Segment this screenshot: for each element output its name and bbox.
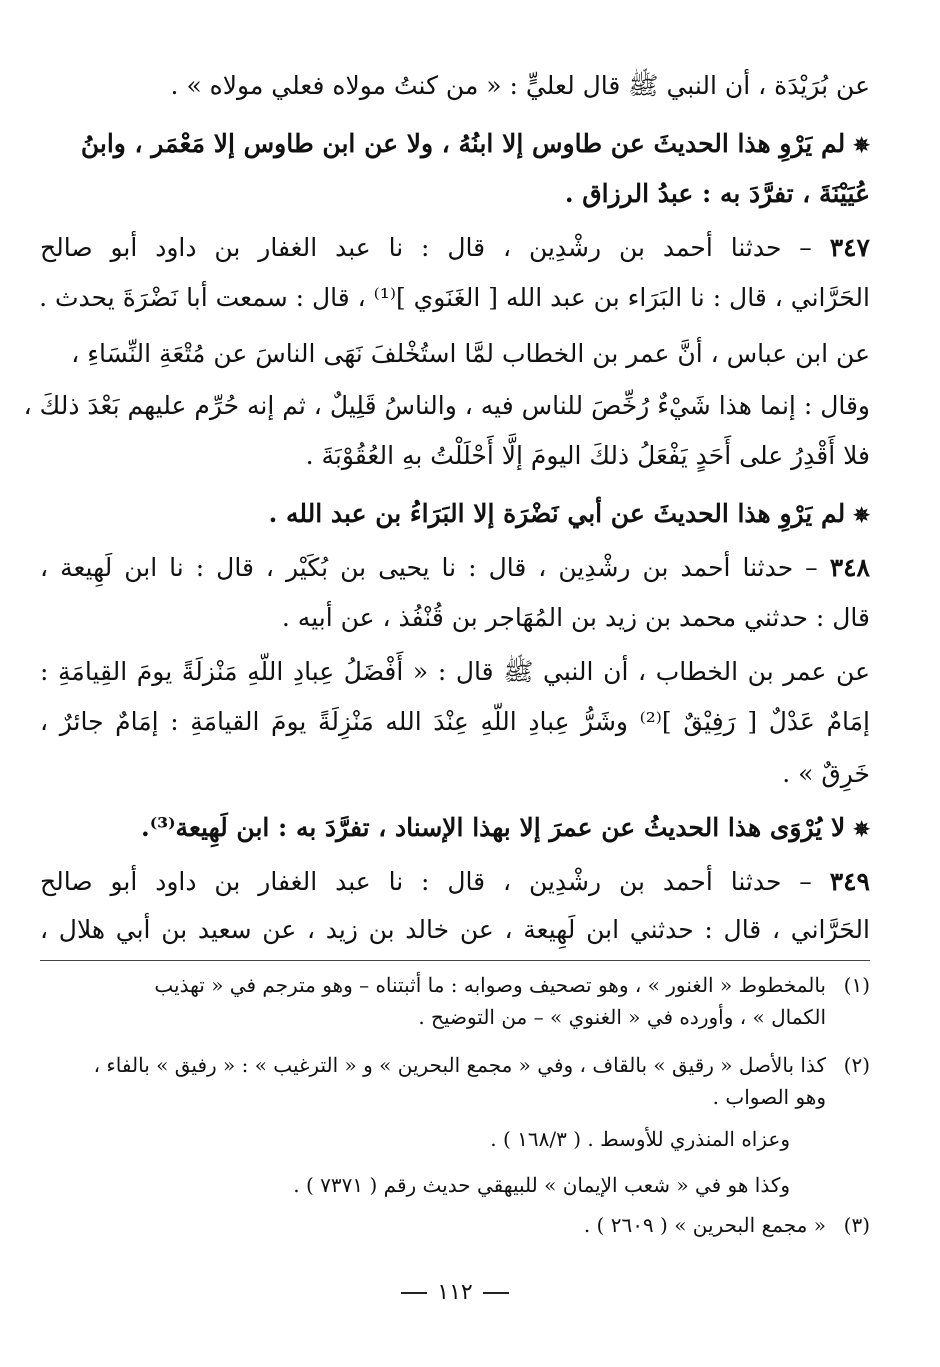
footnote-line: وعزاه المنذري للأوسط . ( ١٦٨/٣ ) . (490, 1127, 790, 1151)
hadith-348-header: ٣٤٨ – حدثنا أحمد بن رشْدِين ، قال : نا يحيى بن بُكَيْر ، قال : نا ابن لَهِيعة ، (40, 553, 870, 582)
hadith-number: ٣٤٨ (829, 553, 870, 582)
star-icon: ✵ (853, 133, 870, 157)
text-line: عن بُرَيْدَة ، أن النبي ﷺ قال لعليٍّ : « من كنتُ مولاه فعلي مولاه » . (170, 71, 870, 100)
star-icon: ✵ (853, 503, 870, 527)
footnote-divider (40, 960, 870, 961)
footnote-line: وهو الصواب . (712, 1085, 826, 1109)
text-line: الحَرَّاني ، قال : نا البَرَاء بن عبد الله [ الغَنَوي ]⁽¹⁾ ، قال : سمعت أبا نَضْرَةَ يحدث . (39, 283, 870, 312)
footnote-number: (٣) (843, 1213, 870, 1237)
footnote-line: وكذا هو في « شعب الإيمان » للبيهقي حديث رقم ( ٧٣٧١ ) . (293, 1173, 790, 1197)
page-number: ١١٢ (40, 1280, 870, 1305)
text-line: عن ابن عباس ، أنَّ عمر بن الخطاب لمَّا استُخْلفَ نَهَى الناسَ عن مُتْعَةِ النِّسَاءِ ، (71, 339, 870, 368)
text-line: خَرِقٌ » . (782, 759, 870, 788)
text-line: فلا أَقْدِرُ على أَحَدٍ يَفْعَلُ ذلكَ اليومَ إلَّا أَحْلَلْتُ بهِ العُقُوْبَةَ . (305, 441, 870, 470)
remark-line: ✵لم يَرْوِ هذا الحديثَ عن طاوس إلا ابنُهُ ، ولا عن ابن طاوس إلا مَعْمَر ، وابنُ (80, 129, 870, 158)
hadith-347-header: ٣٤٧ – حدثنا أحمد بن رشْدِين ، قال : نا عبد الغفار بن داود أبو صالح (40, 233, 870, 262)
text-line: الحَرَّاني ، قال : حدثني ابن لَهِيعة ، عن خالد بن زيد ، عن سعيد بن أبي هلال ، (40, 915, 870, 944)
star-icon: ✵ (853, 817, 870, 841)
remark-line: ✵لا يُرْوَى هذا الحديثُ عن عمرَ إلا بهذا الإسناد ، تفرَّدَ به : ابن لَهِيعة⁽³⁾. (141, 813, 870, 842)
text-line: قال : حدثني محمد بن زيد بن المُهَاجر بن قُنْفُذ ، عن أبيه . (281, 603, 870, 632)
remark-line: عُيَيْنَةَ ، تفرَّدَ به : عبدُ الرزاق . (564, 179, 870, 208)
dash-left (401, 1292, 427, 1294)
footnote-number: (٢) (843, 1053, 870, 1077)
text-line: إمَامٌ عَدْلٌ [ رَفِيْقٌ ]⁽²⁾ وشَرُّ عِبادِ اللّهِ عِنْدَ الله مَنْزِلَةً يومَ القيامَةِ : إمَامٌ جائرٌ ، (40, 707, 870, 736)
hadith-349-header: ٣٤٩ – حدثنا أحمد بن رشْدِين ، قال : نا عبد الغفار بن داود أبو صالح (40, 867, 870, 896)
text-line: وقال : إنما هذا شَيْءٌ رُخِّصَ للناس فيه ، والناسُ قَلِيلٌ ، ثم إنه حُرِّم عليهم بَعْدَ ذلكَ ، (23, 391, 870, 420)
text-line: عن عمر بن الخطاب ، أن النبي ﷺ قال : « أَفْضَلُ عِبادِ اللّهِ مَنْزلَةً يومَ القِيامَةِ : (40, 657, 870, 686)
footnote-line: الكمال » ، وأورده في « الغنوي » – من التوضيح . (418, 1005, 826, 1029)
footnote-3: (٣)« مجمع البحرين » ( ٢٦٠٩ ) . (583, 1213, 870, 1237)
hadith-number: ٣٤٧ (829, 233, 870, 262)
footnote-1: (١)بالمخطوط « الغنور » ، وهو تصحيف وصوابه : ما أثبتناه – وهو مترجم في « تهذيب (154, 973, 870, 997)
dash-right (483, 1292, 509, 1294)
footnote-number: (١) (843, 973, 870, 997)
footnote-2: (٢)كذا بالأصل « رقيق » بالقاف ، وفي « مجمع البحرين » و « الترغيب » : « رفيق » بالفاء ، (93, 1053, 870, 1077)
remark-line: ✵لم يَرْوِ هذا الحديثَ عن أبي نَضْرَة إلا البَرَاءُ بن عبد الله . (268, 499, 870, 528)
hadith-number: ٣٤٩ (829, 867, 870, 896)
